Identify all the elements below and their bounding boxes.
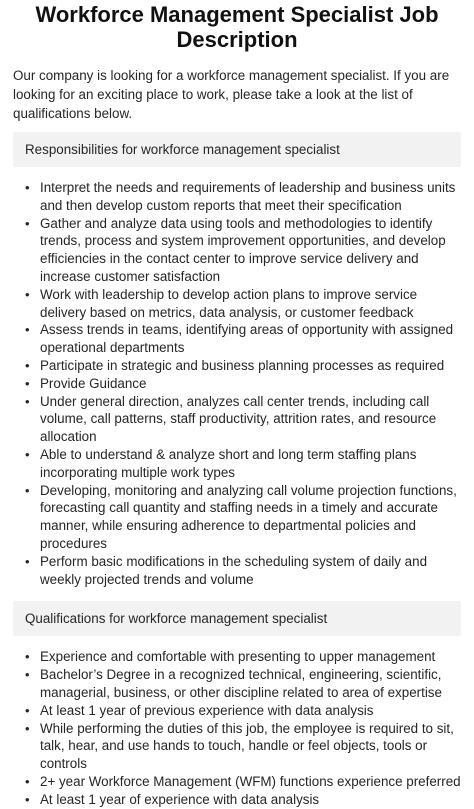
list-item-text: Participate in strategic and business planning processes as required	[40, 357, 445, 373]
bullet-icon: •	[25, 286, 30, 302]
list-item	[13, 666, 461, 702]
list-item	[13, 773, 461, 791]
bullet-icon: •	[25, 215, 30, 231]
list-item-text: Able to understand & analyze short and long term staffing plans incorporating multiple work types	[40, 446, 417, 480]
bullet-icon: •	[25, 720, 30, 736]
list-item-text: Experience and comfortable with presenting to upper management	[40, 649, 436, 665]
intro-paragraph: Our company is looking for a workforce management specialist. If you are looking for an exciting place to work, please take a look at the list of qualifications below.	[13, 68, 450, 121]
bullet-icon: •	[25, 773, 30, 789]
list-item-text: Under general direction, analyzes call center trends, including call volume, call patterns, staff productivity, attrition rates, and resource allocation	[40, 393, 437, 445]
responsibilities-list	[13, 179, 461, 588]
list-item	[13, 553, 461, 589]
list-item	[13, 648, 461, 666]
bullet-icon: •	[25, 375, 30, 391]
list-item-text: Perform basic modifications in the scheduling system of daily and weekly projected trends and volume	[40, 553, 428, 587]
list-item	[13, 393, 461, 446]
list-item	[13, 720, 461, 773]
bullet-icon: •	[25, 649, 30, 665]
bullet-icon: •	[25, 446, 30, 462]
list-item-text: Interpret the needs and requirements of leadership and business units and then develop custom reports that meet their specification	[40, 180, 456, 213]
bullet-icon: •	[25, 393, 30, 409]
bullet-icon: •	[25, 702, 30, 718]
bullet-icon: •	[25, 482, 30, 498]
bullet-icon: •	[25, 180, 30, 195]
list-item-text: Gather and analyze data using tools and methodologies to identify trends, process and system improvement opportunities, and develop efficiencies in the contact center to improve service delivery and increase customer satisfaction	[40, 215, 446, 284]
qualifications-list	[13, 648, 461, 808]
list-item-text: Assess trends in teams, identifying areas of opportunity with assigned operational departments	[40, 322, 454, 356]
list-item	[13, 179, 461, 215]
list-item	[13, 215, 461, 286]
list-item-text: Bachelor’s Degree in a recognized technical, engineering, scientific, managerial, business, or other discipline related to area of expertise	[40, 667, 442, 700]
list-item	[13, 286, 461, 322]
bullet-icon: •	[25, 553, 30, 569]
bullet-icon: •	[25, 322, 30, 338]
list-item	[13, 321, 461, 357]
bullet-icon: •	[25, 357, 30, 373]
list-item	[13, 375, 461, 393]
list-item	[13, 357, 461, 375]
list-item	[13, 702, 461, 720]
list-item	[13, 482, 461, 553]
responsibilities-heading: Responsibilities for workforce management specialist	[13, 132, 461, 167]
list-item	[13, 791, 461, 809]
job-description-page	[0, 2, 474, 807]
list-item-text: While performing the duties of this job, the employee is required to sit, talk, hear, and use hands to touch, handle or feel objects, tools or controls	[40, 720, 454, 772]
list-item-text: Work with leadership to develop action plans to improve service delivery based on metrics, data analysis, or customer feedback	[40, 286, 418, 320]
list-item-text: Developing, monitoring and analyzing call volume projection functions, forecasting call quantity and staffing needs in a timely and accurate manner, while ensuring adherence to departmental policies and procedures	[40, 482, 457, 551]
list-item-text: At least 1 year of experience with data analysis	[40, 791, 320, 807]
bullet-icon: •	[25, 667, 30, 683]
qualifications-heading: Qualifications for workforce management specialist	[13, 601, 461, 636]
list-item-text: 2+ year Workforce Management (WFM) functions experience preferred	[40, 773, 461, 789]
list-item-text: At least 1 year of previous experience with data analysis	[40, 702, 374, 718]
page-title: Workforce Management Specialist Job Description	[35, 2, 439, 52]
list-item-text: Provide Guidance	[40, 375, 147, 391]
bullet-icon: •	[25, 791, 30, 807]
list-item	[13, 446, 461, 482]
